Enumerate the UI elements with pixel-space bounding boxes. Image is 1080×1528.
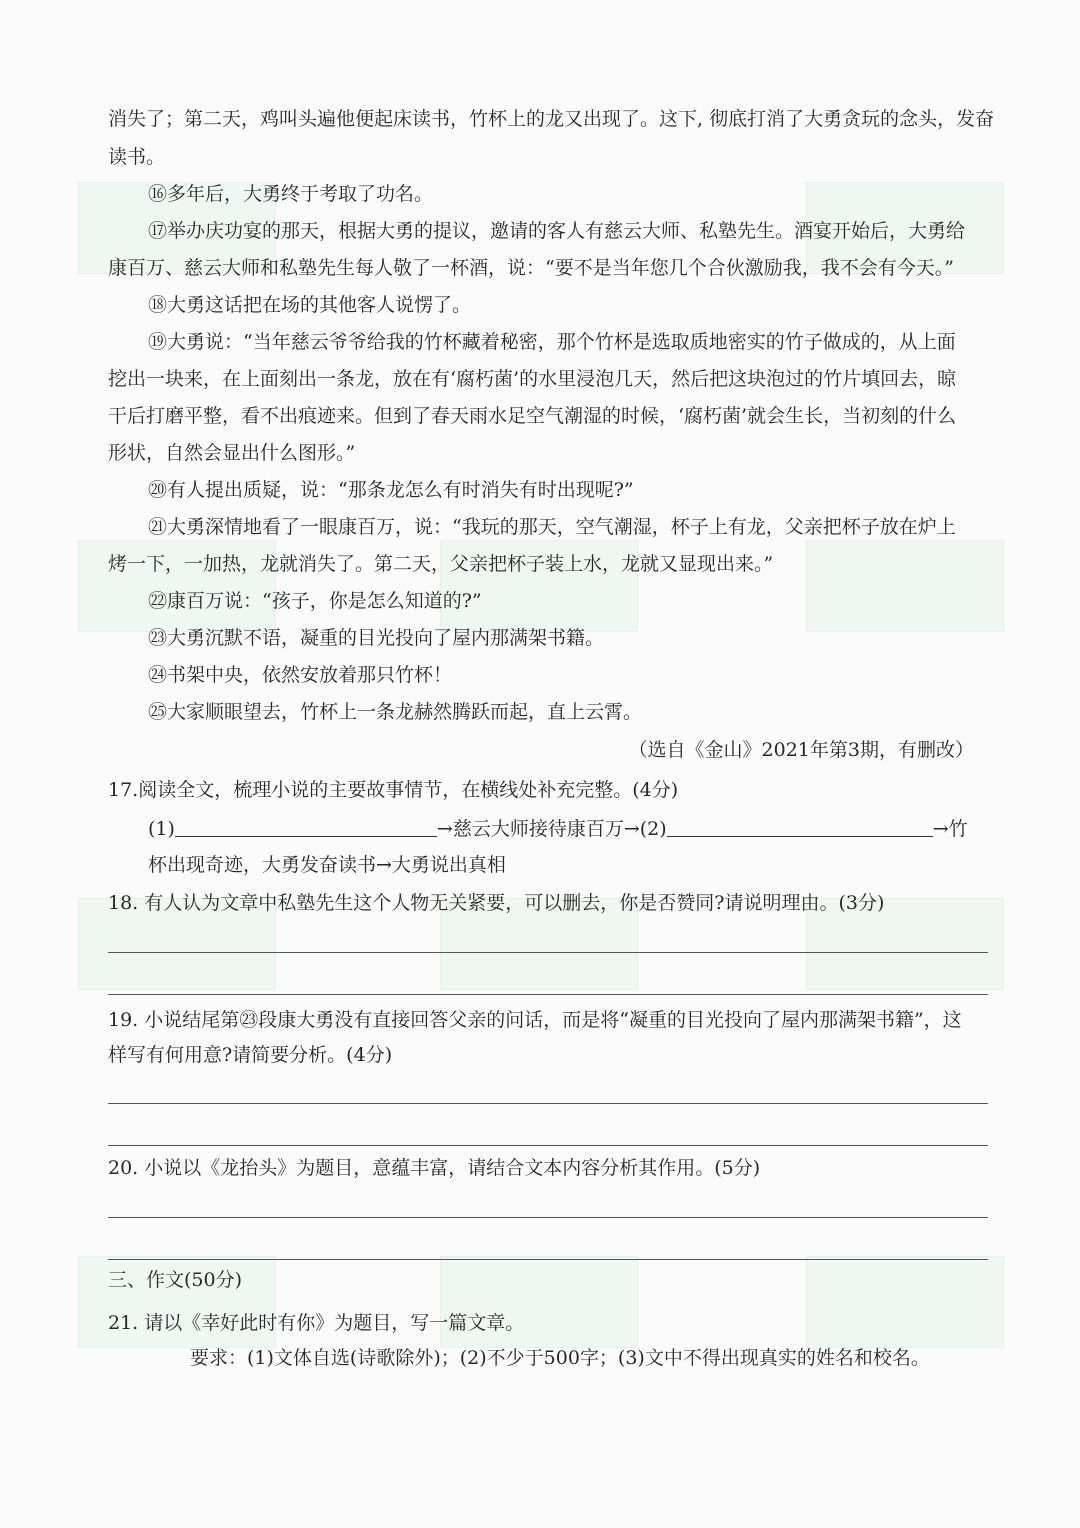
story-paragraph-15-line-1: 消失了；第二天，鸡叫头遍他便起床读书，竹杯上的龙又出现了。这下, 彻底打消了大勇贪玩的念头，发奋 xyxy=(108,108,995,130)
story-paragraph-19-line-4: 形状，自然会显出什么图形。” xyxy=(108,442,356,464)
answer-line[interactable] xyxy=(108,1145,988,1146)
q17-end-text: →竹 xyxy=(932,818,968,840)
story-paragraph-20: ⑳有人提出质疑，说：“那条龙怎么有时消失有时出现呢?” xyxy=(148,479,634,501)
composition-requirements: 要求：(1)文体自选(诗歌除外)；(2)不少于500字；(3)文中不得出现真实的姓名和校名。 xyxy=(190,1347,930,1369)
question-19-line-2: 样写有何用意?请简要分析。(4分) xyxy=(108,1044,393,1066)
answer-line[interactable] xyxy=(108,952,988,953)
q17-blank-1-label: (1) xyxy=(148,818,175,840)
question-17-continuation: 杯出现奇迹，大勇发奋读书→大勇说出真相 xyxy=(148,854,506,876)
question-17-blanks xyxy=(148,817,988,841)
story-paragraph-16: ⑯多年后，大勇终于考取了功名。 xyxy=(148,183,434,205)
answer-line[interactable] xyxy=(108,994,988,995)
story-paragraph-15-line-2: 读书。 xyxy=(108,146,166,168)
story-paragraph-19-line-1: ⑲大勇说：“当年慈云爷爷给我的竹杯藏着秘密，那个竹杯是选取质地密实的竹子做成的，从上面 xyxy=(148,331,956,353)
story-paragraph-21-line-2: 烤一下，一加热，龙就消失了。第二天，父亲把杯子装上水，龙就又显现出来。” xyxy=(108,553,774,575)
story-paragraph-21-line-1: ㉑大勇深情地看了一眼康百万，说：“我玩的那天，空气潮湿，杯子上有龙，父亲把杯子放在炉上 xyxy=(148,516,956,538)
question-19-line-1: 19. 小说结尾第㉓段康大勇没有直接回答父亲的问话，而是将“凝重的目光投向了屋内那满架书籍”，这 xyxy=(108,1009,962,1031)
q17-middle-text: →慈云大师接待康百万→(2) xyxy=(436,818,667,840)
story-paragraph-22: ㉒康百万说：“孩子，你是怎么知道的?” xyxy=(148,590,482,612)
question-18: 18. 有人认为文章中私塾先生这个人物无关紧要，可以删去，你是否赞同?请说明理由。(3分) xyxy=(108,892,885,914)
source-citation: （选自《金山》2021年第3期，有删改） xyxy=(628,739,974,761)
section-heading-composition: 三、作文(50分) xyxy=(108,1269,243,1291)
answer-line[interactable] xyxy=(108,1217,988,1218)
question-17: 17.阅读全文，梳理小说的主要故事情节，在横线处补充完整。(4分) xyxy=(108,779,679,801)
story-paragraph-19-line-2: 挖出一块来，在上面刻出一条龙，放在有‘腐朽菌’的水里浸泡几天，然后把这块泡过的竹片填回去，晾 xyxy=(108,368,957,390)
story-paragraph-18: ⑱大勇这话把在场的其他客人说愣了。 xyxy=(148,294,472,316)
story-paragraph-24: ㉔书架中央，依然安放着那只竹杯！ xyxy=(148,664,453,686)
question-21: 21. 请以《幸好此时有你》为题目，写一篇文章。 xyxy=(108,1312,525,1334)
q17-answer-blank-1[interactable] xyxy=(175,818,437,837)
story-paragraph-23: ㉓大勇沉默不语，凝重的目光投向了屋内那满架书籍。 xyxy=(148,627,605,649)
story-paragraph-17-line-1: ⑰举办庆功宴的那天，根据大勇的提议，邀请的客人有慈云大师、私塾先生。酒宴开始后，大勇给 xyxy=(148,220,966,242)
answer-line[interactable] xyxy=(108,1259,988,1260)
story-paragraph-25: ㉕大家顺眼望去，竹杯上一条龙赫然腾跃而起，直上云霄。 xyxy=(148,701,643,723)
story-paragraph-19-line-3: 干后打磨平整，看不出痕迹来。但到了春天雨水足空气潮湿的时候，‘腐朽菌’就会生长，当初刻的什么 xyxy=(108,405,957,427)
q17-answer-blank-2[interactable] xyxy=(667,818,933,837)
story-paragraph-17-line-2: 康百万、慈云大师和私塾先生每人敬了一杯酒，说：“要不是当年您几个合伙激励我，我不会有今天。” xyxy=(108,257,954,279)
question-20: 20. 小说以《龙抬头》为题目，意蕴丰富，请结合文本内容分析其作用。(5分) xyxy=(108,1157,761,1179)
answer-line[interactable] xyxy=(108,1103,988,1104)
